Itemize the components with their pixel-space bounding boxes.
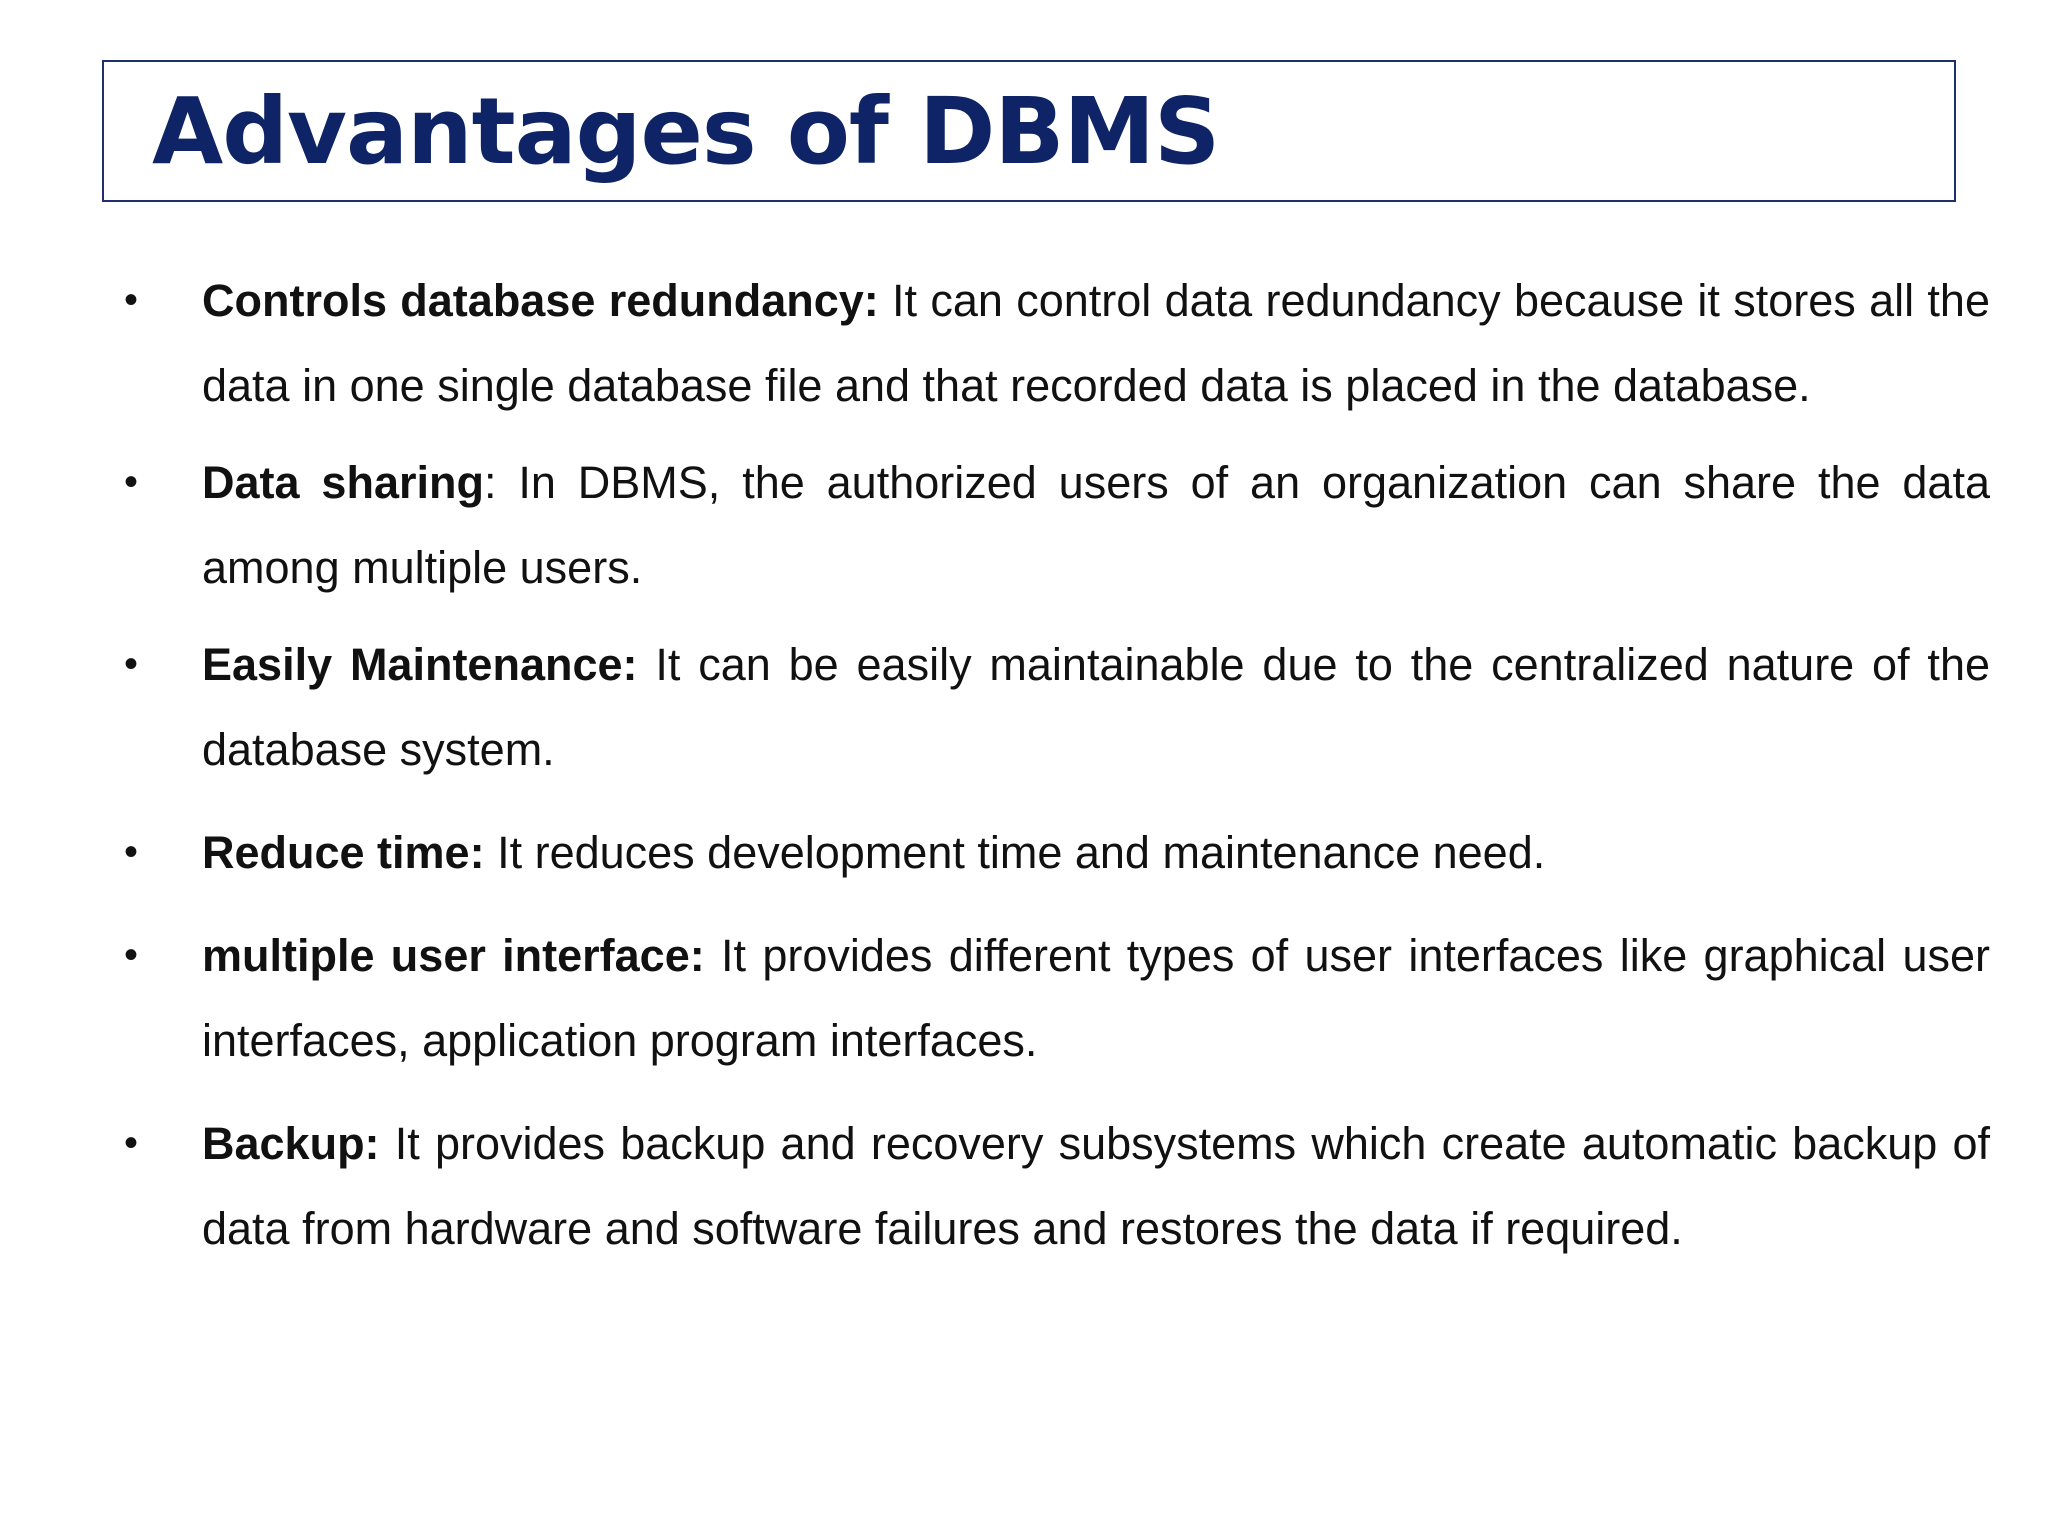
title-box xyxy=(102,60,1956,202)
bullet-text: It reduces development time and maintenance need. xyxy=(484,827,1546,878)
bullet-text: It provides different types of user interfaces like graphical user interfaces, application program interfaces. xyxy=(202,930,1990,1066)
list-item xyxy=(120,810,1990,895)
list-item xyxy=(120,440,1990,610)
bullet-term: Reduce time: xyxy=(202,827,485,878)
bullet-icon: • xyxy=(124,460,139,504)
bullet-list xyxy=(120,258,1990,1271)
bullet-term: Easily Maintenance: xyxy=(202,639,638,690)
list-item xyxy=(120,1101,1990,1271)
list-item xyxy=(120,622,1990,792)
bullet-icon: • xyxy=(124,830,139,874)
bullet-text: It can control data redundancy because it stores all the data in one single database file and that recorded data is placed in the database. xyxy=(202,275,1990,411)
bullet-text: It can be easily maintainable due to the centralized nature of the database system. xyxy=(202,639,1990,775)
bullet-term: Backup: xyxy=(202,1118,380,1169)
bullet-term: multiple user interface: xyxy=(202,930,705,981)
bullet-term: Data sharing xyxy=(202,457,484,508)
list-item xyxy=(120,913,1990,1083)
bullet-term: Controls database redundancy: xyxy=(202,275,879,326)
bullet-text: It provides backup and recovery subsystems which create automatic backup of data from hardware and software failures and restores the data if required. xyxy=(202,1118,1990,1254)
list-item xyxy=(120,258,1990,428)
bullet-text: : In DBMS, the authorized users of an organization can share the data among multiple users. xyxy=(202,457,1990,593)
bullet-icon: • xyxy=(124,1121,139,1165)
bullet-icon: • xyxy=(124,933,139,977)
bullet-icon: • xyxy=(124,642,139,686)
slide-title: Advantages of DBMS xyxy=(152,78,1220,185)
bullet-icon: • xyxy=(124,278,139,322)
